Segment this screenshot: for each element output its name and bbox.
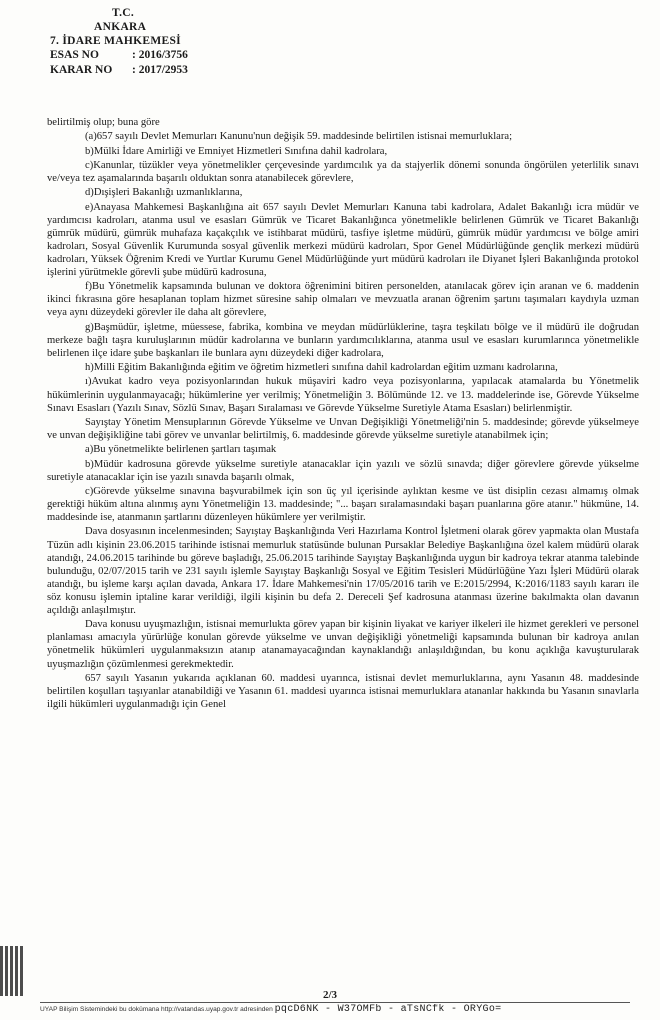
karar-row — [50, 63, 350, 78]
esas-label: ESAS NO — [50, 49, 99, 61]
document-body — [47, 116, 639, 712]
paragraph: belirtilmiş olup; buna göre — [47, 117, 160, 128]
paragraph: f)Bu Yönetmelik kapsamında bulunan ve doktora öğrenimini bitiren personelden, atanılacak görev için aranan ve 6. maddenin ikinci fıkrasına göre hesaplanan toplam hizmet süresine sahip olmaları ve mevzuatla aranan öğrenim şartını taşımaları kaydıyla uzman veya aynı düzeydeki görevler ile daha alt görevlere, — [47, 281, 639, 319]
paragraph: c)Kanunlar, tüzükler veya yönetmelikler çerçevesinde yardımcılık ya da stajyerlik dönemi sonunda öngörülen yeterlilik sınavı ve/veya tez aşamalarında başarılı olduktan sonra atanabilecek görevlere, — [47, 159, 639, 184]
paragraph: ı)Avukat kadro veya pozisyonlarından hukuk müşaviri kadro veya pozisyonlarına, yapılacak atamalarda bu Yönetmelik hükümlerinin uygulanmayacağı; hükümlerine yer verilmiş; Yönetmeliğin 3. Bölümünde 12. ve 13. maddelerinde ise, Görevde Yükselme Sınavı Esasları (Yazılı Sınav, Sözlü Sınav, Başarı Sıralaması ve Görevde Yükselme Suretiyle Atama Esasları) belirlenmiştir. — [47, 376, 639, 414]
page-number: 2/3 — [322, 989, 338, 1001]
paragraph: g)Başmüdür, işletme, müessese, fabrika, kombina ve meydan müdürlüklerine, taşra teşkilatı bölge ve il müdürü ile doğrudan merkeze bağlı taşra kuruluşlarının müdür kadrolarına ve bunların yardımcılıklarına, atanma usul ve esasları kurumlarınca yönetmelikle belirlenen ilçe idare şube başkanları ile bunlara aynı düzeydeki diğer kadrolara, — [47, 321, 639, 359]
esas-row — [50, 48, 350, 63]
paragraph: Sayıştay Yönetim Mensuplarının Görevde Yükselme ve Unvan Değişikliği Yönetmeliği'nin 5. maddesinde; görevde yükselmeye ve unvan değişikliğine tabi görev ve unvanlar belirtilmiş, 6. maddesinde görevde yükselme suretiyle atanabilmek için; — [47, 416, 639, 442]
tc-label: T.C. — [112, 7, 135, 19]
city-label: ANKARA — [94, 21, 147, 33]
court-name: 7. İDARE MAHKEMESİ — [50, 35, 181, 47]
paragraph: b)Müdür kadrosuna görevde yükselme suretiyle atanacaklar için yazılı ve sözlü sınavda; diğer görevlere görevde yükselme suretiyle atanacaklar için ise yazılı sınavda başarılı olmak, — [47, 458, 639, 483]
paragraph: (a)657 sayılı Devlet Memurları Kanunu'nun değişik 59. maddesinde belirtilen istisnai memurluklara; — [85, 131, 513, 143]
paragraph: c)Görevde yükselme sınavına başvurabilmek için son üç yıl içerisinde aylıktan kesme ve üst disiplin cezası almamış olmak gerektiği hüküm altına alınmış aynı Yönetmeliğin 13. maddesinde; "... başarı sıralamasındaki başarı puanlarına göre atanır." hükmüne, 14. maddesinde ise, atanmanın şartlarını düzenleyen hükümlere yer verilmiştir. — [47, 485, 639, 524]
footer-verification-code: pqcD6NK - W37OMFb - aTsNCfk - ORYGo= — [274, 1004, 502, 1015]
paragraph: d)Dışişleri Bakanlığı uzmanlıklarına, — [85, 187, 243, 199]
footer-divider — [40, 1002, 630, 1003]
court-header — [50, 6, 350, 78]
karar-value: : 2017/2953 — [132, 64, 188, 76]
paragraph: Dava konusu uyuşmazlığın, istisnai memurlukta görev yapan bir kişinin liyakat ve kariyer ilkeleri ile hizmet gerekleri ve personel planlaması amacıyla yürürlüğe konulan görevde yükselme ve unvan değişikliği yönetmeliği kapsamında bulunan bir kadroya anılan yönetmelik hükümleri uygulanmaksızın atanıp atanamayacağından kaynaklandığı anlaşıldığından, bu konu açıklığa kavuşturularak uyuşmazlığın çözümlenmesi gerekmektedir. — [47, 619, 639, 670]
footer-verification-text: UYAP Bilişim Sistemindeki bu dokümana http://vatandas.uyap.gov.tr adresinden — [40, 1006, 273, 1013]
paragraph: 657 sayılı Yasanın yukarıda açıklanan 60. maddesi uyarınca, istisnai devlet memurluklarına, aynı Yasanın 48. maddesinde belirtilen koşulları taşıyanlar atanabildiği ve Yasanın 61. maddesi uyarınca istisnai memurluklara atananlar hakkında bu Yasanın sınavlarla ilgili hükümleri uygulanmadığı için Genel — [47, 672, 639, 711]
paragraph: a)Bu yönetmelikte belirlenen şartları taşımak — [85, 444, 277, 456]
paragraph: e)Anayasa Mahkemesi Başkanlığına ait 657 sayılı Devlet Memurları Kanuna tabi kadrolara, Adalet Bakanlığı icra müdür ve yardımcısı kadroları, atanma usul ve esasları Gümrük ve Ticaret Bakanlığınca yönetmelikle belirlenen Gümrük ve Ticaret Bakanlığı gümrük müdürü, gümrük muhafaza kaçakçılık ve istihbarat müdürü, tasfiye işletme müdürü, gümrük müdür yardımcısı ve bölge amiri kadroları, Sosyal Güvenlik Kurumunda sosyal güvenlik merkezi müdürü kadroları, Spor Genel Müdürlüğünde gençlik merkezi müdürü kadroları, Yüksek Öğrenim Kredi ve Yurtlar Kurumu Genel Müdürlüğünde yurt müdürü kadroları ile Diyanet İşleri Bakanlığında protokol işlerini yürütmekle görevli şube müdürü kadrosuna, — [47, 201, 639, 278]
paragraph: Dava dosyasının incelenmesinden; Sayıştay Başkanlığında Veri Hazırlama Kontrol İşletmeni olarak görev yapmakta olan Mustafa Tüzün adlı kişinin 23.06.2015 tarihinde istisnai memurluk statüsünde bulunan Pursaklar Belediye Başkanlığına özel kalem müdürü olarak atandığı, 24.06.2015 tarihinde bu göreve başladığı, 25.06.2015 tarihinde Sayıştay Başkanlığında uygun bir kadroya tekrar atanma talebinde bulunduğu, 02/07/2015 tarih ve 231 sayılı işlemle Sayıştay Başkanlığı Sosyal ve Eğitim Tesisleri Müdürlüğüne Yazı İşleri Müdürü olarak atandığı, bu işleme karşı açılan davada, Ankara 17. İdare Mahkemesi'nin 17/05/2016 tarih ve E:2015/2994, K:2016/1183 sayılı kararı ile söz konusu işlemin iptaline karar verildiği, ilgili kişinin bu defa 2. Dereceli Şef kadrosuna atanması üzerine bakılmakta olan davanın açıldığı anlaşılmıştır. — [47, 526, 639, 616]
karar-label: KARAR NO — [50, 64, 113, 76]
paragraph: b)Mülki İdare Amirliği ve Emniyet Hizmetleri Sınıfına dahil kadrolara, — [85, 145, 388, 157]
esas-value: : 2016/3756 — [132, 49, 188, 61]
paragraph: h)Milli Eğitim Bakanlığında eğitim ve öğretim hizmetleri sınıfına dahil kadrolardan eğitim uzmanı kadrolarına, — [85, 362, 558, 374]
footer-note — [40, 1004, 640, 1015]
